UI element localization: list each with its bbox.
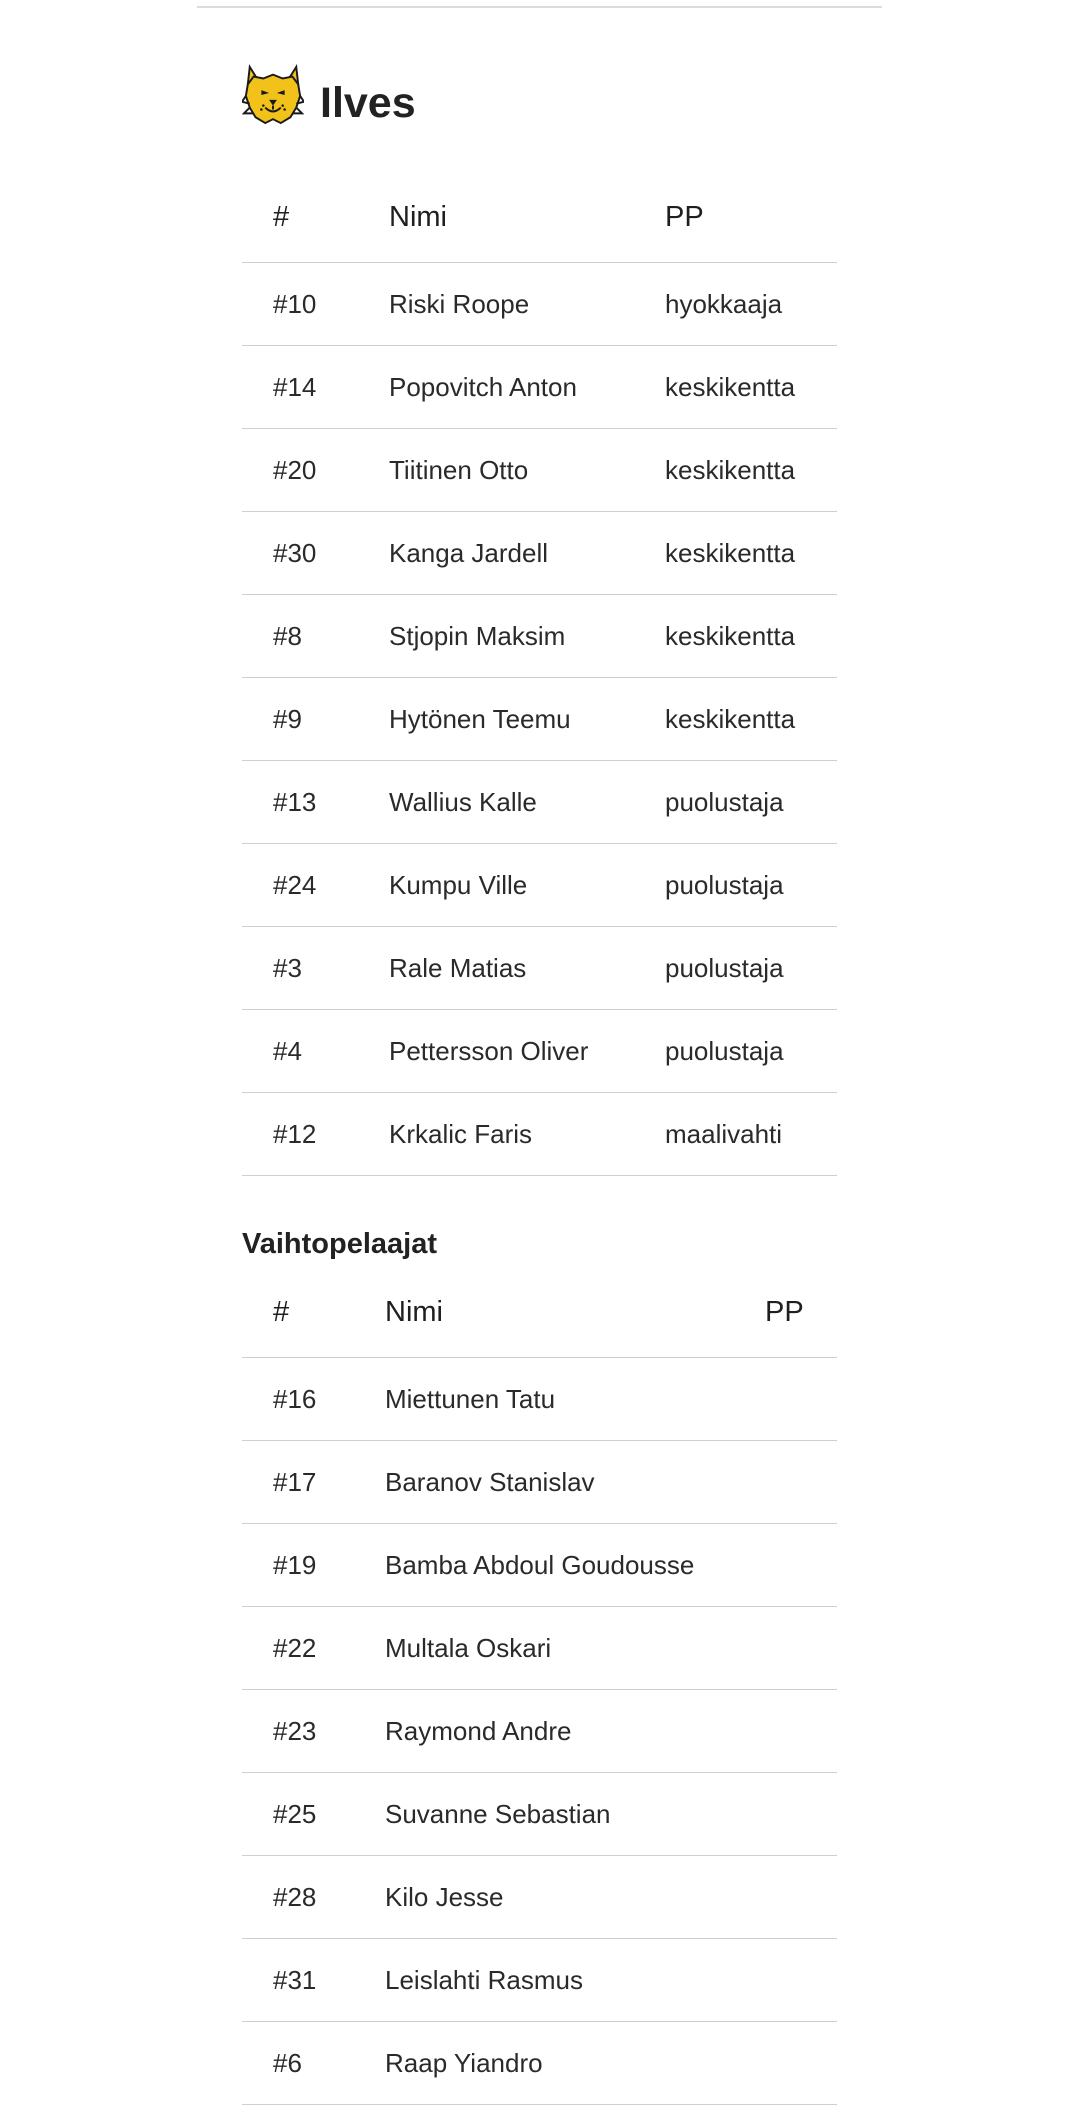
player-number: #8: [242, 595, 389, 678]
player-position: [765, 1524, 837, 1607]
table-row: [242, 595, 837, 678]
header-name: Nimi: [385, 1267, 765, 1358]
player-number: #14: [242, 346, 389, 429]
player-position: [765, 1939, 837, 2022]
starters-table: [242, 172, 837, 1176]
player-number: #9: [242, 678, 389, 761]
player-name: Tiitinen Otto: [389, 429, 665, 512]
team-name: Ilves: [320, 78, 416, 127]
table-row: [242, 1939, 837, 2022]
table-row: [242, 1358, 837, 1441]
player-name: Kanga Jardell: [389, 512, 665, 595]
player-number: #4: [242, 1010, 389, 1093]
player-name: Rale Matias: [389, 927, 665, 1010]
player-position: puolustaja: [665, 1010, 837, 1093]
player-number: #28: [242, 1856, 385, 1939]
table-row: [242, 429, 837, 512]
player-position: keskikentta: [665, 429, 837, 512]
header-number: #: [242, 172, 389, 263]
player-position: keskikentta: [665, 512, 837, 595]
player-number: #6: [242, 2022, 385, 2105]
substitutes-title: Vaihtopelaajat: [242, 1228, 438, 1260]
player-name: Riski Roope: [389, 263, 665, 346]
table-row: [242, 927, 837, 1010]
player-number: #10: [242, 263, 389, 346]
table-row: [242, 346, 837, 429]
table-row: [242, 1093, 837, 1176]
player-name: Leislahti Rasmus: [385, 1939, 765, 2022]
player-position: maalivahti: [665, 1093, 837, 1176]
header-position: PP: [765, 1267, 837, 1358]
header-number: #: [242, 1267, 385, 1358]
substitutes-header-row: [242, 1267, 837, 1358]
player-name: Raymond Andre: [385, 1690, 765, 1773]
player-name: Miettunen Tatu: [385, 1358, 765, 1441]
player-position: [765, 1441, 837, 1524]
player-position: [765, 1358, 837, 1441]
table-row: [242, 1441, 837, 1524]
player-position: [765, 1856, 837, 1939]
substitutes-body: [242, 1358, 837, 2105]
table-row: [242, 1524, 837, 1607]
table-row: [242, 1773, 837, 1856]
substitutes-table: [242, 1267, 837, 2105]
table-row: [242, 761, 837, 844]
team-header: [242, 54, 416, 134]
player-number: #3: [242, 927, 389, 1010]
player-name: Kilo Jesse: [385, 1856, 765, 1939]
player-name: Wallius Kalle: [389, 761, 665, 844]
player-position: [765, 1607, 837, 1690]
player-position: [765, 1690, 837, 1773]
table-row: [242, 263, 837, 346]
player-position: [765, 2022, 837, 2105]
player-number: #16: [242, 1358, 385, 1441]
starters-body: [242, 263, 837, 1176]
player-name: Multala Oskari: [385, 1607, 765, 1690]
table-row: [242, 844, 837, 927]
top-divider: [197, 6, 882, 8]
lynx-logo-icon: [242, 63, 304, 125]
player-number: #12: [242, 1093, 389, 1176]
player-position: keskikentta: [665, 595, 837, 678]
table-row: [242, 512, 837, 595]
player-number: #20: [242, 429, 389, 512]
player-name: Raap Yiandro: [385, 2022, 765, 2105]
player-name: Bamba Abdoul Goudousse: [385, 1524, 765, 1607]
player-position: hyokkaaja: [665, 263, 837, 346]
player-name: Baranov Stanislav: [385, 1441, 765, 1524]
table-row: [242, 1010, 837, 1093]
player-number: #25: [242, 1773, 385, 1856]
table-row: [242, 2022, 837, 2105]
table-row: [242, 1607, 837, 1690]
player-position: keskikentta: [665, 678, 837, 761]
player-number: #30: [242, 512, 389, 595]
player-number: #22: [242, 1607, 385, 1690]
player-name: Krkalic Faris: [389, 1093, 665, 1176]
player-position: keskikentta: [665, 346, 837, 429]
player-name: Stjopin Maksim: [389, 595, 665, 678]
player-name: Kumpu Ville: [389, 844, 665, 927]
player-name: Popovitch Anton: [389, 346, 665, 429]
header-position: PP: [665, 172, 837, 263]
player-number: #24: [242, 844, 389, 927]
player-name: Hytönen Teemu: [389, 678, 665, 761]
player-position: puolustaja: [665, 761, 837, 844]
starters-header-row: [242, 172, 837, 263]
player-number: #23: [242, 1690, 385, 1773]
player-number: #31: [242, 1939, 385, 2022]
header-name: Nimi: [389, 172, 665, 263]
table-row: [242, 1690, 837, 1773]
player-position: puolustaja: [665, 844, 837, 927]
player-name: Pettersson Oliver: [389, 1010, 665, 1093]
table-row: [242, 678, 837, 761]
player-number: #17: [242, 1441, 385, 1524]
player-name: Suvanne Sebastian: [385, 1773, 765, 1856]
player-position: [765, 1773, 837, 1856]
player-number: #13: [242, 761, 389, 844]
player-number: #19: [242, 1524, 385, 1607]
table-row: [242, 1856, 837, 1939]
player-position: puolustaja: [665, 927, 837, 1010]
